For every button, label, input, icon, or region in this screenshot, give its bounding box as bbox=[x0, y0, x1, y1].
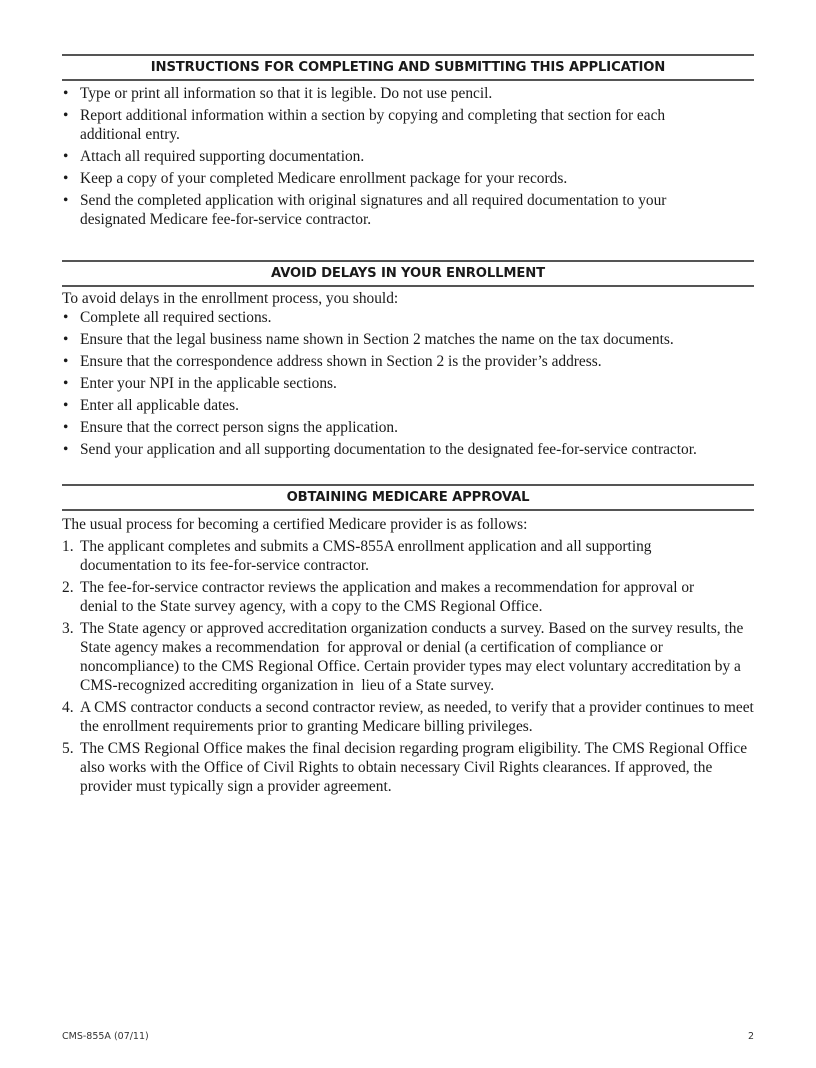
avoid-delays-list bbox=[62, 308, 754, 459]
list-item: • Attach all required supporting documentation. bbox=[63, 148, 365, 165]
section-avoid-delays bbox=[62, 260, 754, 459]
list-item: • Send your application and all supporting documentation to the designated fee-for-service contractor. bbox=[63, 441, 697, 458]
section-title: OBTAINING MEDICARE APPROVAL bbox=[62, 484, 754, 511]
form-identifier: CMS-855A (07/11) bbox=[62, 1031, 149, 1042]
bullet-icon: • bbox=[63, 353, 69, 370]
step-number: 1. bbox=[62, 538, 74, 555]
list-item: 2. The fee-for-service contractor reviews the application and makes a recommendation for approval or denial to the State survey agency, with a copy to the CMS Regional Office. bbox=[62, 579, 695, 615]
step-number: 5. bbox=[62, 740, 74, 757]
bullet-icon: • bbox=[63, 375, 69, 392]
bullet-icon: • bbox=[63, 331, 69, 348]
step-number: 3. bbox=[62, 620, 74, 637]
list-item: • Ensure that the correspondence address shown in Section 2 is the provider’s address. bbox=[63, 353, 602, 370]
list-item: • Enter all applicable dates. bbox=[63, 397, 239, 414]
section-instructions bbox=[62, 54, 754, 229]
bullet-icon: • bbox=[63, 107, 69, 124]
section-intro: The usual process for becoming a certified Medicare provider is as follows: bbox=[62, 516, 528, 533]
step-number: 2. bbox=[62, 579, 74, 596]
bullet-icon: • bbox=[63, 441, 69, 458]
bullet-icon: • bbox=[63, 419, 69, 436]
list-item: • Type or print all information so that it is legible. Do not use pencil. bbox=[63, 85, 493, 102]
list-item: • Send the completed application with original signatures and all required documentation to your designated Medicare fee-for-service contractor. bbox=[63, 192, 667, 228]
instructions-list bbox=[62, 84, 754, 229]
section-intro: To avoid delays in the enrollment process, you should: bbox=[62, 290, 399, 307]
bullet-icon: • bbox=[63, 192, 69, 209]
section-title: AVOID DELAYS IN YOUR ENROLLMENT bbox=[62, 260, 754, 287]
list-item: • Report additional information within a section by copying and completing that section for each additional entry. bbox=[63, 107, 666, 143]
bullet-icon: • bbox=[63, 85, 69, 102]
bullet-icon: • bbox=[63, 397, 69, 414]
list-item: • Ensure that the correct person signs the application. bbox=[63, 419, 398, 436]
approval-steps-list bbox=[62, 537, 754, 796]
list-item: • Keep a copy of your completed Medicare enrollment package for your records. bbox=[63, 170, 568, 187]
list-item: 3. The State agency or approved accreditation organization conducts a survey. Based on the survey results, the State agency makes a recommendation for approval or denial (a certification of compliance or noncompliance) to the CMS Regional Office. Certain provider types may elect voluntary accreditation by a CMS-recognized accrediting organization in lieu of a State survey. bbox=[62, 620, 748, 694]
bullet-icon: • bbox=[63, 309, 69, 326]
page-number: 2 bbox=[748, 1031, 755, 1042]
list-item: • Complete all required sections. bbox=[63, 309, 272, 326]
step-number: 4. bbox=[62, 699, 74, 716]
list-item: 4. A CMS contractor conducts a second contractor review, as needed, to verify that a provider continues to meet the enrollment requirements prior to granting Medicare billing privileges. bbox=[62, 699, 754, 735]
list-item: 1. The applicant completes and submits a CMS-855A enrollment application and all supporting documentation to its fee-for-service contractor. bbox=[62, 538, 652, 574]
list-item: • Enter your NPI in the applicable sections. bbox=[63, 375, 337, 392]
bullet-icon: • bbox=[63, 170, 69, 187]
section-title: INSTRUCTIONS FOR COMPLETING AND SUBMITTING THIS APPLICATION bbox=[62, 54, 754, 81]
section-medicare-approval bbox=[62, 484, 754, 796]
bullet-icon: • bbox=[63, 148, 69, 165]
list-item: 5. The CMS Regional Office makes the final decision regarding program eligibility. The CMS Regional Office also works with the Office of Civil Rights to obtain necessary Civil Rights clearances. If approved, the provider must typically sign a provider agreement. bbox=[62, 740, 748, 795]
list-item: • Ensure that the legal business name shown in Section 2 matches the name on the tax documents. bbox=[63, 331, 674, 348]
